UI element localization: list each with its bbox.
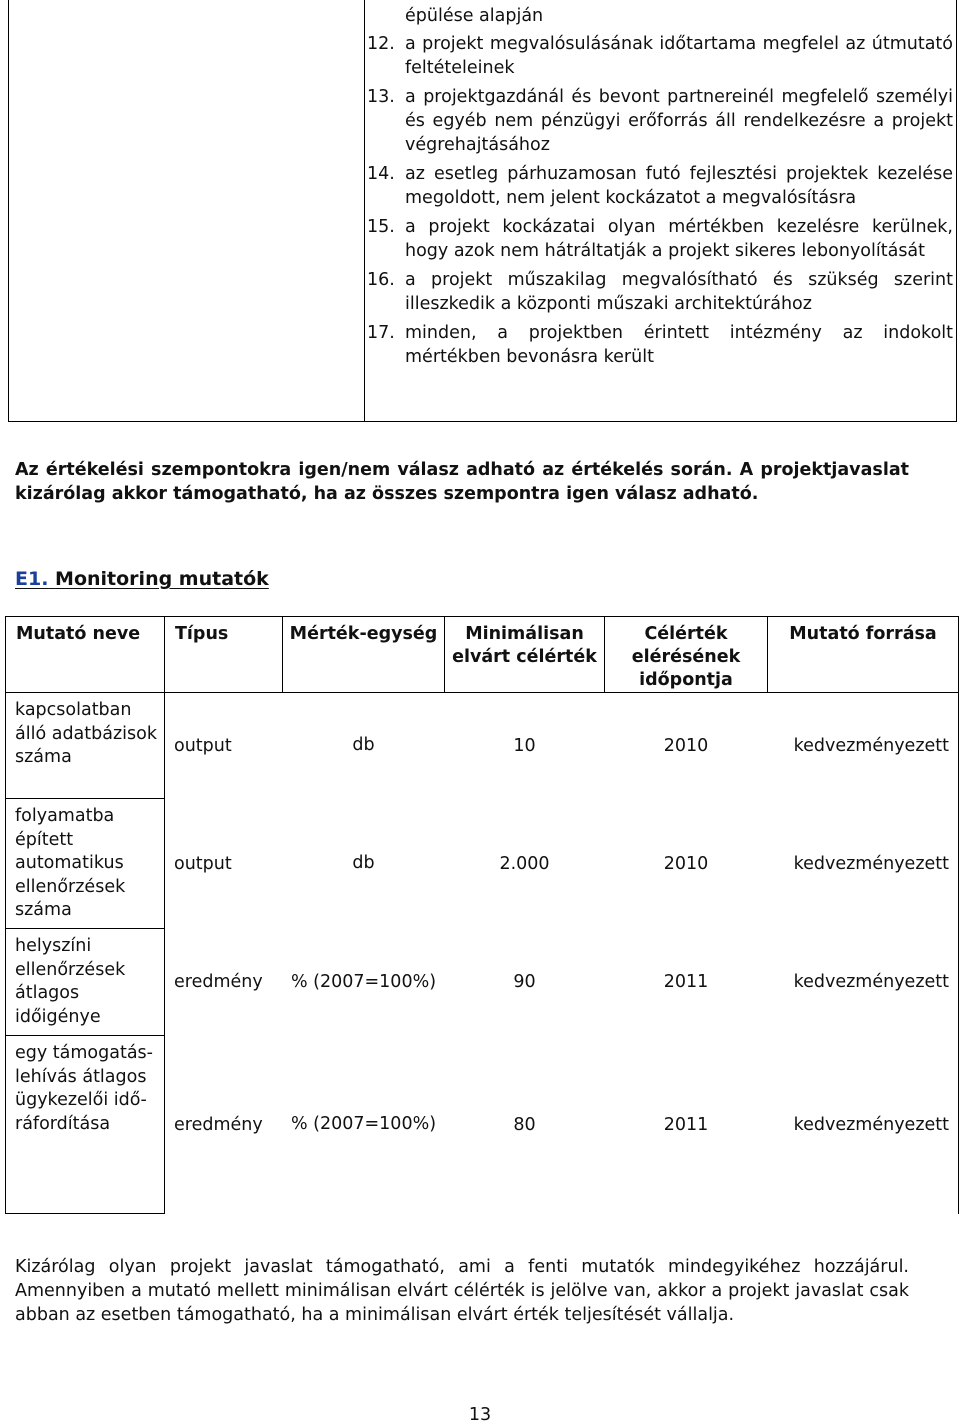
header-target-date: Célérték elérésének időpontja	[605, 617, 768, 693]
criteria-item	[367, 162, 953, 210]
table-row	[6, 1036, 959, 1214]
cell-type: eredmény	[174, 972, 263, 992]
column-divider	[364, 0, 365, 421]
section-heading	[15, 566, 269, 592]
section-title: Monitoring mutatók	[55, 568, 269, 590]
cell-name: helyszíni ellenőrzések átlagos időigénye	[6, 929, 165, 1036]
cell-min-target: 2.000	[499, 853, 550, 874]
evaluation-note: Az értékelési szempontokra igen/nem válasz adható az értékelés során. A projektjavaslat kizárólag akkor támogatható, ha az összes szempontra igen válasz adható.	[15, 460, 909, 504]
cell-unit: db	[352, 735, 375, 756]
criteria-item-text: minden, a projektben érintett intézmény az indokolt mértékben bevonásra került	[405, 323, 953, 367]
criteria-item-text: a projekt megvalósulásának időtartama megfelel az útmutató feltételeinek	[405, 34, 953, 78]
cell-type: output	[174, 853, 232, 874]
cell-name: egy támogatás-lehívás átlagos ügykezelői idő-ráfordítása	[6, 1036, 165, 1214]
criteria-item-text: a projekt műszakilag megvalósítható és szükség szerint illeszkedik a központi műszaki architektúrához	[405, 270, 953, 314]
cell-source: kedvezményezett	[768, 1036, 959, 1214]
criteria-item	[367, 32, 953, 80]
cell-min-target: 80	[513, 1114, 536, 1135]
table-row	[6, 693, 959, 799]
cell-unit: db	[352, 853, 375, 873]
criteria-item-number: 12.	[367, 34, 395, 54]
page-number: 13	[468, 1405, 492, 1425]
cell-source: kedvezményezett	[768, 693, 959, 799]
cell-unit: % (2007=100%)	[290, 1114, 437, 1134]
criteria-item	[367, 85, 953, 157]
cell-source: kedvezményezett	[768, 929, 959, 1036]
cell-unit: % (2007=100%)	[290, 971, 437, 992]
criteria-item-text: az esetleg párhuzamosan futó fejlesztési projektek kezelése megoldott, nem jelent kockázatot a megvalósításra	[405, 164, 953, 208]
criteria-list	[367, 4, 953, 374]
criteria-item-number: 16.	[367, 270, 395, 290]
cell-type: output	[174, 735, 232, 756]
cell-name: kapcsolatban álló adatbázisok száma	[6, 693, 165, 799]
criteria-item-number: 17.	[367, 323, 395, 343]
cell-min-target: 10	[513, 735, 536, 756]
cell-target-date: 2010	[663, 853, 709, 874]
criteria-item	[367, 321, 953, 369]
table-row	[6, 929, 959, 1036]
footer-note: Kizárólag olyan projekt javaslat támogatható, ami a fenti mutatók mindegyikéhez hozzájárul. Amennyiben a mutató mellett minimálisan elvárt célérték is jelölve van, akkor a projekt javaslat csak abban az esetben támogatható, ha a minimálisan elvárt érték teljesítését vállalja.	[15, 1257, 909, 1325]
table-row	[6, 799, 959, 929]
criteria-item	[367, 215, 953, 263]
cell-min-target: 90	[513, 972, 536, 992]
cell-name: folyamatba épített automatikus ellenőrzések száma	[6, 799, 165, 929]
criteria-item-text: a projekt kockázatai olyan mértékben kezelésre kerülnek, hogy azok nem hátráltatják a projekt sikeres lebonyolítását	[405, 217, 953, 261]
cell-target-date: 2010	[663, 735, 709, 756]
criteria-item-number: 14.	[367, 164, 395, 184]
header-min-target: Minimálisan elvárt célérték	[445, 617, 605, 693]
cell-source: kedvezményezett	[768, 799, 959, 929]
criteria-item	[367, 268, 953, 316]
cell-target-date: 2011	[663, 972, 709, 992]
criteria-item-number: 13.	[367, 87, 395, 107]
header-source: Mutató forrása	[768, 617, 959, 693]
section-code: E1.	[15, 568, 49, 590]
monitoring-table	[5, 616, 959, 1214]
criteria-item-number: 15.	[367, 217, 395, 237]
cell-target-date: 2011	[663, 1114, 709, 1135]
header-name: Mutató neve	[6, 617, 165, 693]
cell-type: eredmény	[174, 1114, 263, 1135]
table-header-row	[6, 617, 959, 693]
criteria-item-text: a projektgazdánál és bevont partnereinél megfelelő személyi és egyéb nem pénzügyi erőforrás áll rendelkezésre a projekt végrehajtásához	[405, 87, 953, 155]
criteria-continuation: épülése alapján	[405, 6, 544, 26]
header-unit: Mérték-egység	[283, 617, 445, 693]
header-type: Típus	[165, 617, 283, 693]
criteria-table	[8, 0, 957, 422]
